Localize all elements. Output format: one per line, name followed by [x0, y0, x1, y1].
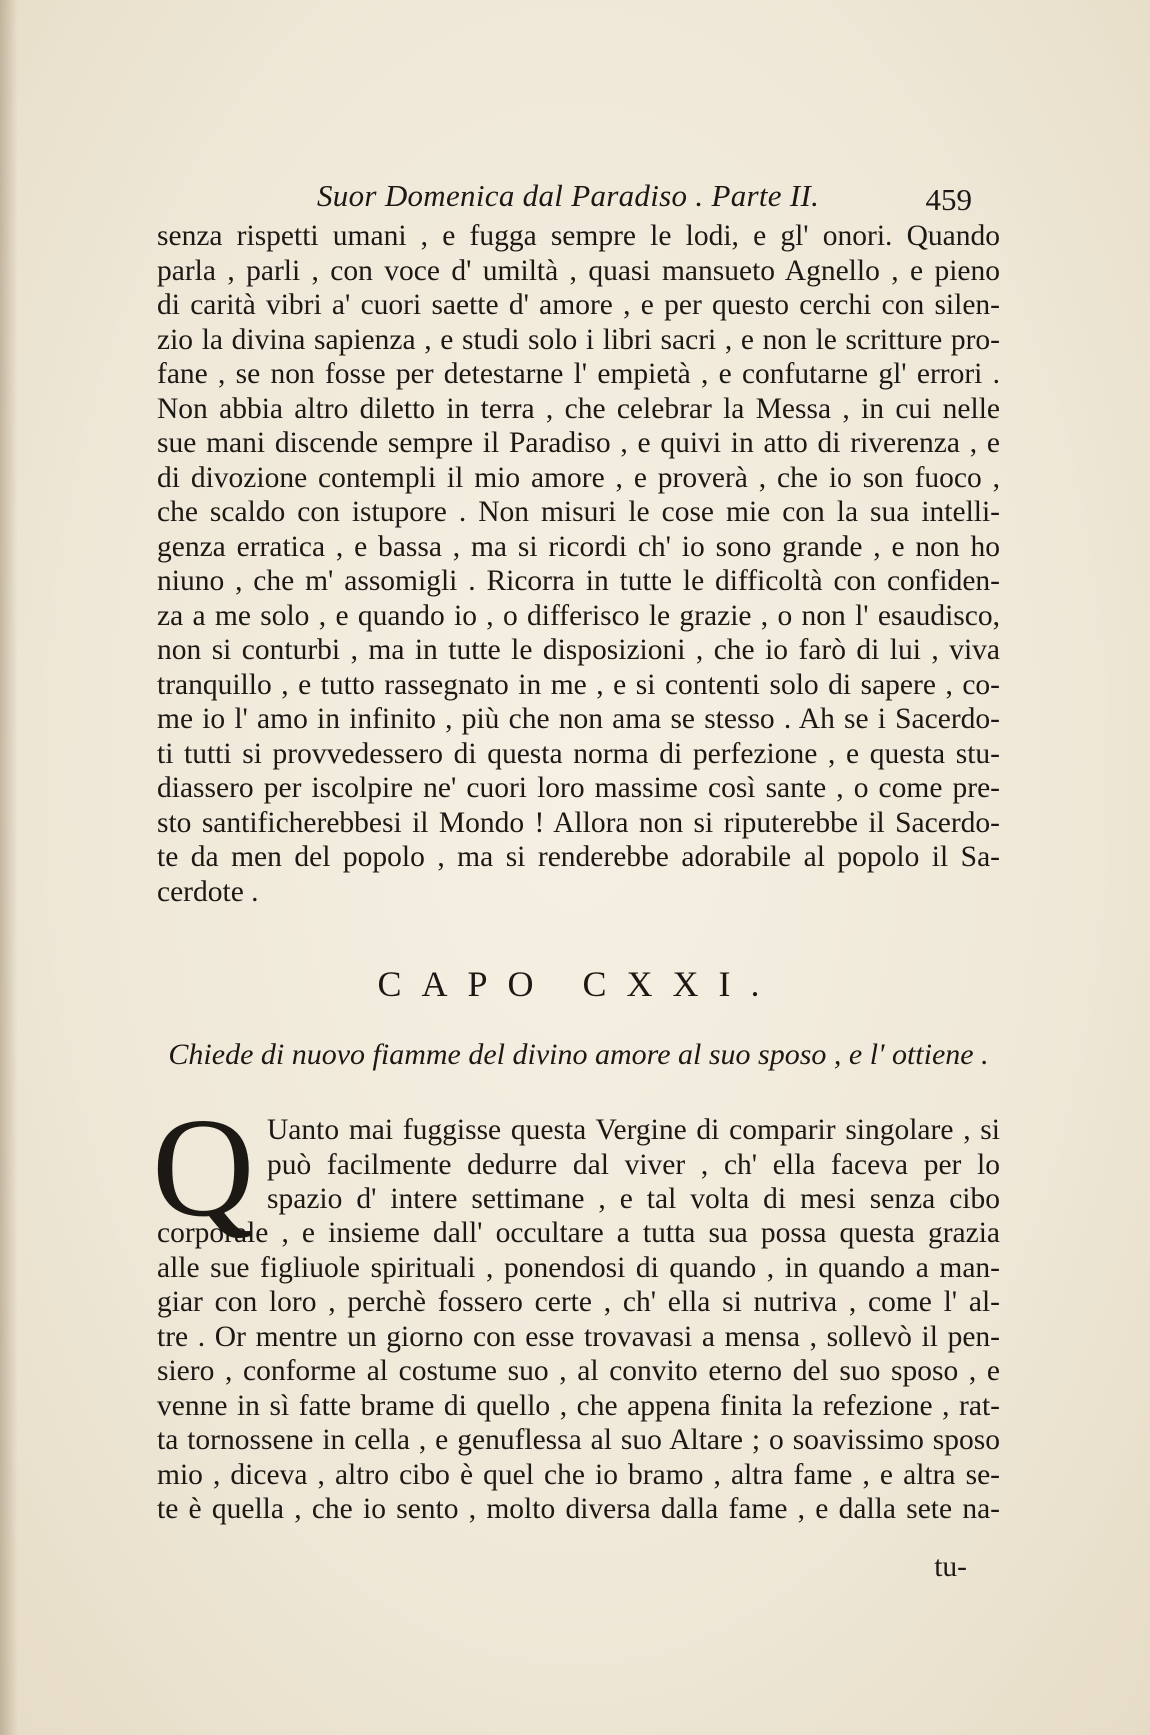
text-line: te da men del popolo , ma si renderebbe adorabile al popolo il Sa-	[157, 841, 1000, 873]
drop-cap: Q	[152, 1088, 255, 1246]
text-line: corporale , e insieme dall' occultare a tutta sua possa questa grazia	[157, 1217, 1000, 1249]
chapter-heading: CAPO CXXI.	[377, 964, 780, 1004]
paragraph-body	[157, 1216, 1000, 1527]
text-line: fane , se non fosse per detestarne l' empietà , e confutarne gl' errori .	[157, 358, 1000, 390]
text-line: tranquillo , e tutto rassegnato in me , e si contenti solo di sapere , co-	[157, 668, 1000, 701]
text-line: ta tornossene in cella , e genuflessa al suo Altare ; o soavissimo sposo	[157, 1424, 1000, 1456]
catchword: tu-	[934, 1551, 967, 1583]
text-line: sue mani discende sempre il Paradiso , e quivi in atto di riverenza , e	[157, 427, 1000, 459]
text-line: me io l' amo in infinito , più che non ama se stesso . Ah se i Sacerdo-	[157, 703, 1000, 735]
text-line: zio la divina sapienza , e studi solo i libri sacri , e non le scritture pro-	[157, 323, 1000, 356]
text-line: venne in sì fatte brame di quello , che appena finita la refezione , rat-	[157, 1389, 1000, 1422]
text-line: spazio d' intere settimane , e tal volta di mesi senza cibo	[267, 1183, 1000, 1215]
text-line: mio , diceva , altro cibo è quel che io bramo , altra fame , e altra se-	[157, 1458, 1000, 1491]
running-head-title: Suor Domenica dal Paradiso . Parte II.	[317, 178, 820, 213]
text-line: siero , conforme al costume suo , al convito eterno del suo sposo , e	[157, 1355, 1000, 1387]
text-line: tre . Or mentre un giorno con esse trovavasi a mensa , sollevò il pen-	[157, 1320, 1000, 1353]
text-line: ti tutti si provvedessero di questa norma di perfezione , e questa stu-	[157, 737, 1000, 770]
text-line: alle sue figliuole spirituali , ponendosi di quando , in quando a man-	[157, 1251, 1000, 1284]
text-line: za a me solo , e quando io , o differisco le grazie , o non l' esaudisco,	[157, 599, 1000, 632]
text-line: Uanto mai fuggisse questa Vergine di comparir singolare , si	[267, 1114, 1000, 1146]
text-line: diassero per iscolpire ne' cuori loro massime così sante , o come pre-	[157, 772, 1000, 804]
paragraph-continued	[157, 219, 1000, 909]
text-line: non si conturbi , ma in tutte le disposizioni , che io farò di lui , viva	[157, 634, 1000, 666]
text-line: può facilmente dedurre dal viver , ch' ella faceva per lo	[267, 1148, 1000, 1181]
text-line: giar con loro , perchè fossero certe , ch' ella si nutriva , come l' al-	[157, 1286, 1000, 1318]
text-line: genza erratica , e bassa , ma si ricordi ch' io sono grande , e non ho	[157, 530, 1000, 563]
spine-shadow	[0, 0, 18, 1735]
paragraph-opening-indented	[267, 1113, 1000, 1217]
text-line: cerdote .	[157, 875, 259, 908]
chapter-subtitle: Chiede di nuovo fiamme del divino amore al suo sposo , e l' ottiene .	[168, 1038, 989, 1071]
text-line: che scaldo con istupore . Non misuri le cose mie con la sua intelli-	[157, 496, 1000, 528]
text-line: senza rispetti umani , e fugga sempre le lodi, e gl' onori. Quando	[157, 220, 1000, 252]
running-head	[157, 178, 992, 218]
text-line: te è quella , che io sento , molto diversa dalla fame , e dalla sete na-	[157, 1493, 1000, 1525]
text-line: parla , parli , con voce d' umiltà , quasi mansueto Agnello , e pieno	[157, 254, 1000, 287]
page-number: 459	[925, 182, 972, 217]
text-line: di divozione contempli il mio amore , e proverà , che io son fuoco ,	[157, 461, 1000, 494]
text-line: sto santificherebbesi il Mondo ! Allora non si riputerebbe il Sacerdo-	[157, 806, 1000, 839]
text-line: Non abbia altro diletto in terra , che celebrar la Messa , in cui nelle	[157, 392, 1000, 425]
text-line: di carità vibri a' cuori saette d' amore , e per questo cerchi con silen-	[157, 289, 1000, 321]
text-line: niuno , che m' assomigli . Ricorra in tutte le difficoltà con confiden-	[157, 565, 1000, 597]
